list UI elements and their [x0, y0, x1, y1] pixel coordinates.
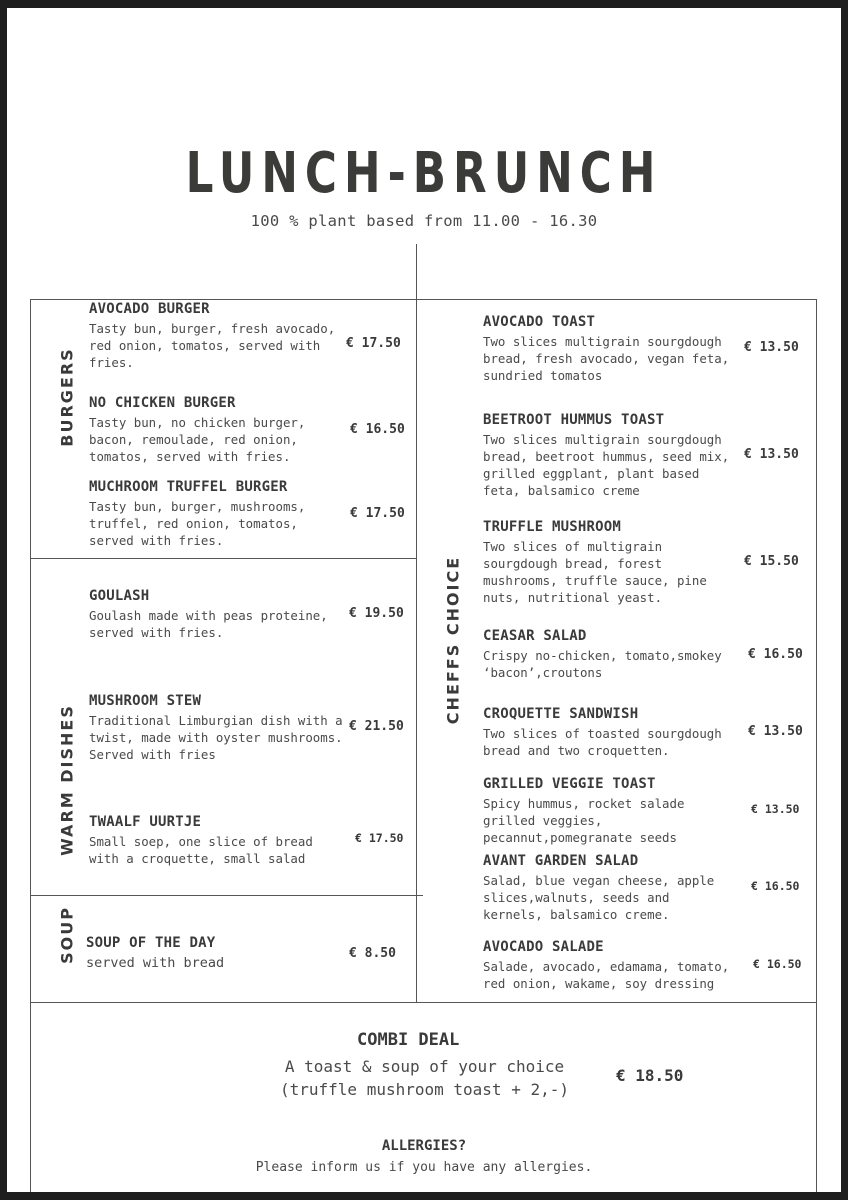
item-price: € 15.50 — [744, 554, 799, 569]
combi-deal-price: € 18.50 — [616, 1066, 684, 1085]
item-price: € 19.50 — [349, 606, 404, 621]
section-title-burgers: BURGERS — [57, 347, 77, 447]
menu-item — [483, 519, 728, 606]
item-description: Tasty bun, burger, fresh avocado, red onion, tomatos, served with fries. — [89, 321, 336, 370]
section-title-chefs-choice: CHEFFS CHOICE — [443, 555, 463, 725]
menu-item — [483, 939, 743, 992]
item-description: Tasty bun, no chicken burger, bacon, remoulade, red onion, tomatos, served with fries. — [89, 415, 306, 464]
center-divider — [416, 299, 417, 1002]
item-description: Crispy no-chicken, tomato,smokey ‘bacon’,croutons — [483, 648, 722, 680]
item-name: NO CHICKEN BURGER — [89, 395, 236, 411]
item-name: MUCHROOM TRUFFEL BURGER — [89, 479, 288, 495]
center-top-divider — [416, 244, 417, 300]
item-price: € 8.50 — [349, 946, 396, 961]
item-name: TRUFFLE MUSHROOM — [483, 519, 622, 535]
menu-item — [86, 935, 336, 972]
item-description: Two slices of multigrain sourgdough bread, forest mushrooms, truffle sauce, pine nuts, nutritional yeast. — [483, 539, 707, 605]
item-description: Spicy hummus, rocket salade grilled veggies, pecannut,pomegranate seeds — [483, 796, 685, 845]
item-description: Two slices multigrain sourgdough bread, beetroot hummus, seed mix, grilled eggplant, plant based feta, balsamico creme — [483, 432, 730, 498]
menu-item — [89, 301, 349, 371]
section-title-warm-dishes: WARM DISHES — [57, 704, 77, 856]
burgers-divider — [30, 558, 416, 559]
item-description: Tasty bun, burger, mushrooms, truffel, red onion, tomatos, served with fries. — [89, 499, 306, 548]
item-price: € 16.50 — [748, 647, 803, 662]
combi-deal-line-1: A toast & soup of your choice — [284, 1057, 565, 1076]
item-price: € 17.50 — [355, 831, 404, 845]
menu-item — [483, 706, 738, 759]
item-price: € 13.50 — [744, 447, 799, 462]
item-name: CEASAR SALAD — [483, 628, 587, 644]
frame-left-line — [30, 299, 31, 1192]
combi-deal-line-2: (truffle mushroom toast + 2,-) — [280, 1080, 569, 1099]
frame-top-line — [30, 299, 817, 300]
item-price: € 13.50 — [748, 724, 803, 739]
bottom-divider — [30, 1002, 817, 1003]
item-description: served with bread — [86, 955, 225, 971]
item-name: AVANT GARDEN SALAD — [483, 853, 639, 869]
item-description: Traditional Limburgian dish with a twist, made with oyster mushrooms. Served with fries — [89, 713, 343, 762]
item-description: Goulash made with peas proteine, served with fries. — [89, 608, 328, 640]
frame-right-line — [816, 299, 817, 1192]
item-price: € 13.50 — [751, 802, 800, 816]
item-description: Two slices multigrain sourgdough bread, fresh avocado, vegan feta, sundried tomatos — [483, 334, 730, 383]
item-name: MUSHROOM STEW — [89, 693, 202, 709]
menu-item — [483, 776, 728, 846]
item-name: CROQUETTE SANDWISH — [483, 706, 639, 722]
item-price: € 21.50 — [349, 719, 404, 734]
menu-item — [89, 479, 329, 549]
item-price: € 16.50 — [350, 422, 405, 437]
menu-item — [89, 588, 347, 641]
item-price: € 16.50 — [751, 879, 800, 893]
item-name: BEETROOT HUMMUS TOAST — [483, 412, 665, 428]
menu-item — [89, 693, 347, 763]
item-name: SOUP OF THE DAY — [86, 935, 216, 951]
menu-item — [89, 814, 339, 867]
menu-item — [483, 314, 733, 384]
item-description: Small soep, one slice of bread with a croquette, small salad — [89, 834, 313, 866]
warm-dishes-divider — [30, 895, 423, 896]
item-description: Salade, avocado, edamama, tomato, red onion, wakame, soy dressing — [483, 959, 730, 991]
menu-page — [7, 8, 841, 1192]
item-name: GRILLED VEGGIE TOAST — [483, 776, 656, 792]
allergies-text: Please inform us if you have any allergies. — [255, 1160, 593, 1175]
item-price: € 17.50 — [346, 336, 401, 351]
menu-subtitle: 100 % plant based from 11.00 - 16.30 — [250, 212, 598, 230]
menu-item — [483, 853, 728, 923]
item-price: € 13.50 — [744, 340, 799, 355]
combi-deal-title: COMBI DEAL — [357, 1030, 460, 1050]
item-description: Two slices of toasted sourgdough bread and two croquetten. — [483, 726, 722, 758]
menu-title: LUNCH-BRUNCH — [185, 141, 663, 206]
menu-item — [483, 412, 733, 499]
allergies-title: ALLERGIES? — [381, 1138, 467, 1154]
item-price: € 16.50 — [753, 957, 802, 971]
item-name: AVOCADO TOAST — [483, 314, 596, 330]
item-name: GOULASH — [89, 588, 150, 604]
item-name: AVOCADO SALADE — [483, 939, 604, 955]
menu-item — [89, 395, 329, 465]
item-name: AVOCADO BURGER — [89, 301, 210, 317]
item-price: € 17.50 — [350, 506, 405, 521]
menu-item — [483, 628, 733, 681]
section-title-soup: SOUP — [57, 906, 77, 964]
item-name: TWAALF UURTJE — [89, 814, 202, 830]
item-description: Salad, blue vegan cheese, apple slices,walnuts, seeds and kernels, balsamico creme. — [483, 873, 715, 922]
